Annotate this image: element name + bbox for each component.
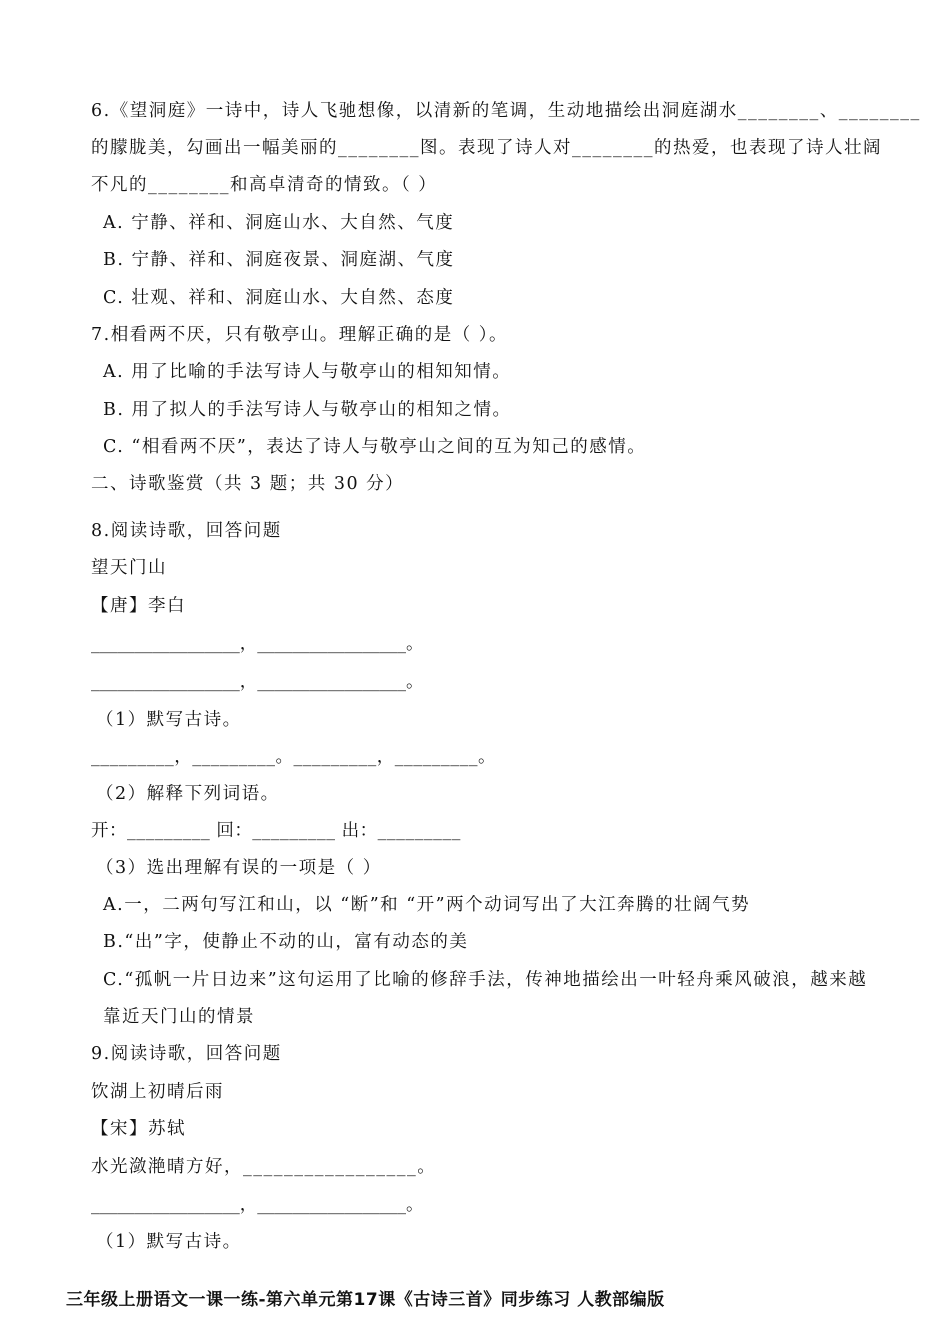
- q8-poem-title: 望天门山: [91, 558, 167, 578]
- q8-sub3-option-b: B.“出”字，使静止不动的山，富有动态的美: [103, 932, 469, 952]
- q6-stem-line-1: 6.《望洞庭》一诗中，诗人飞驰想像，以清新的笔调，生动地描绘出洞庭湖水________、________: [91, 101, 921, 121]
- q9-sub1-prompt: （1）默写古诗。: [96, 1232, 242, 1252]
- q9-poem-line-1: 水光潋滟晴方好，_________________。: [91, 1157, 437, 1177]
- q8-sub3-option-c-line-2: 靠近天门山的情景: [103, 1007, 255, 1027]
- q8-sub1-blanks: _________，_________。_________，_________。: [91, 747, 496, 767]
- q7-option-b: B. 用了拟人的手法写诗人与敬亭山的相知之情。: [103, 400, 512, 420]
- q7-option-a: A. 用了比喻的手法写诗人与敬亭山的相知知情。: [103, 362, 512, 382]
- page-footer: 三年级上册语文一课一练-第六单元第17课《古诗三首》同步练习 人教部编版: [66, 1290, 665, 1310]
- q6-option-a: A. 宁静、祥和、洞庭山水、大自然、气度: [103, 213, 455, 233]
- q6-option-b: B. 宁静、祥和、洞庭夜景、洞庭湖、气度: [103, 250, 455, 270]
- q8-blank-line-1: _________________，_________________。: [91, 634, 424, 654]
- q8-sub3-option-a: A.一，二两句写江和山，以 “断”和 “开”两个动词写出了大江奔腾的壮阔气势: [103, 895, 751, 915]
- q8-sub2-terms: 开：_________ 回：_________ 出：_________: [91, 821, 461, 841]
- q9-poem-title: 饮湖上初晴后雨: [91, 1082, 224, 1102]
- q9-stem: 9.阅读诗歌，回答问题: [91, 1044, 282, 1064]
- q8-author: 【唐】李白: [91, 596, 186, 616]
- section-2-heading: 二、诗歌鉴赏（共 3 题；共 30 分）: [91, 474, 405, 494]
- q8-sub1-prompt: （1）默写古诗。: [96, 710, 242, 730]
- q7-option-c: C. “相看两不厌”，表达了诗人与敬亭山之间的互为知己的感情。: [103, 437, 647, 457]
- q8-sub3-option-c-line-1: C.“孤帆一片日边来”这句运用了比喻的修辞手法，传神地描绘出一叶轻舟乘风破浪，越来越: [103, 970, 868, 990]
- q8-sub3-prompt: （3）选出理解有误的一项是（ ）: [96, 858, 382, 878]
- q8-blank-line-2: _________________，_________________。: [91, 672, 424, 692]
- q9-blank-line-2: _________________，_________________。: [91, 1195, 424, 1215]
- q6-stem-line-3: 不凡的________和高卓清奇的情致。（ ）: [91, 175, 438, 195]
- q6-stem-line-2: 的朦胧美，勾画出一幅美丽的________图。表现了诗人对________的热爱，也表现了诗人壮阔: [91, 138, 882, 158]
- q9-author: 【宋】苏轼: [91, 1119, 186, 1139]
- q8-stem: 8.阅读诗歌，回答问题: [91, 521, 282, 541]
- q6-option-c: C. 壮观、祥和、洞庭山水、大自然、态度: [103, 288, 455, 308]
- q7-stem: 7.相看两不厌，只有敬亭山。理解正确的是（ ）。: [91, 325, 509, 345]
- q8-sub2-prompt: （2）解释下列词语。: [96, 784, 280, 804]
